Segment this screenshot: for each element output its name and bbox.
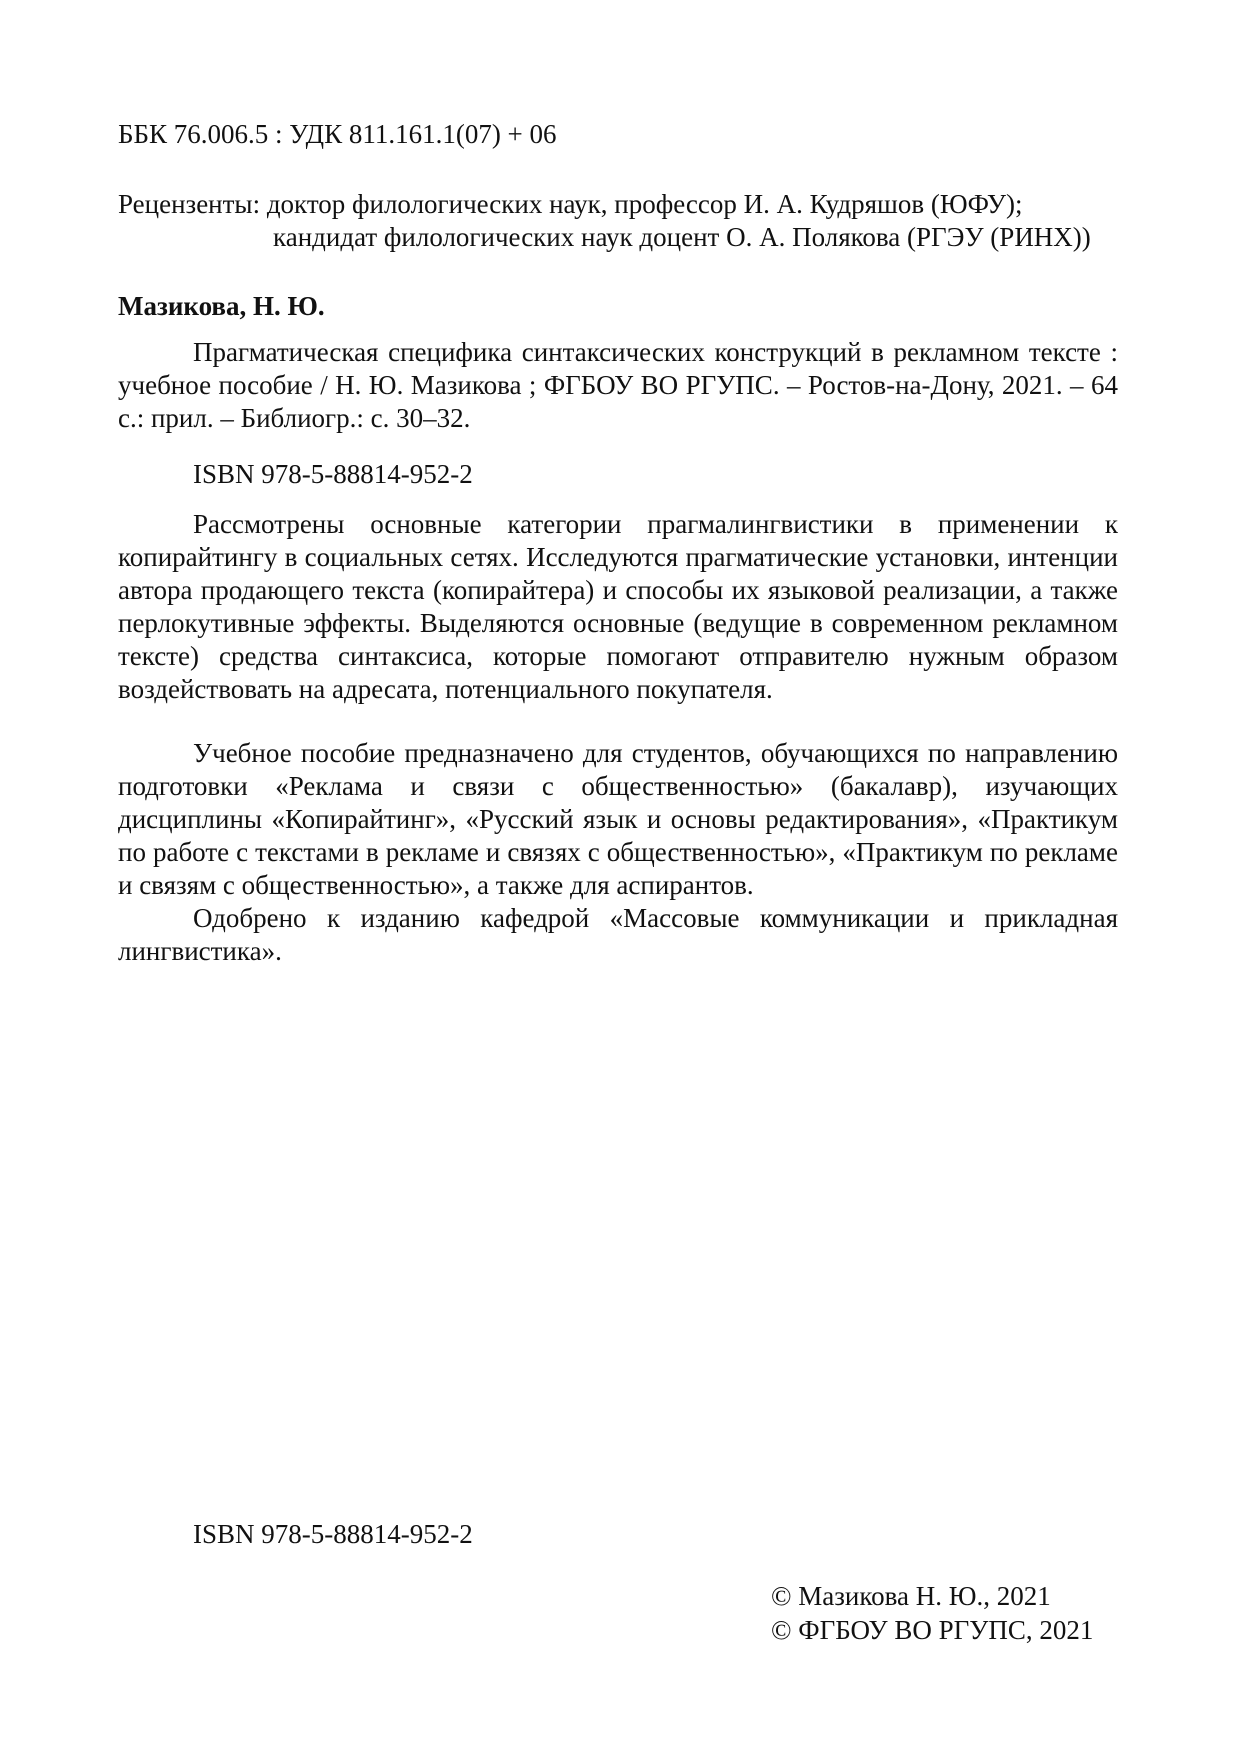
reviewers-line-2: кандидат филологических наук доцент О. А. Полякова (РГЭУ (РИНХ)): [273, 222, 1091, 252]
copyright-author: © Мазикова Н. Ю., 2021: [771, 1581, 1051, 1611]
approval-paragraph: Одобрено к изданию кафедрой «Массовые коммуникации и прикладная лингвистика».: [118, 903, 1118, 966]
reviewers-block: [118, 188, 1118, 254]
classification-codes: ББК 76.006.5 : УДК 811.161.1(07) + 06: [118, 119, 557, 149]
isbn-top: ISBN 978-5-88814-952-2: [193, 459, 473, 489]
reviewers-line-1: Рецензенты: доктор филологических наук, профессор И. А. Кудряшов (ЮФУ);: [118, 189, 1023, 219]
isbn-bottom: ISBN 978-5-88814-952-2: [193, 1519, 473, 1549]
bibliographic-description: Прагматическая специфика синтаксических конструкций в рекламном тексте : учебное пособие / Н. Ю. Мазикова ; ФГБОУ ВО РГУПС. – Ростов-на-Дону, 2021. – 64 с.: прил. – Библиогр.: с. 30–32.: [118, 337, 1118, 433]
abstract-paragraph: Рассмотрены основные категории прагмалингвистики в применении к копирайтингу в социальных сетях. Исследуются прагматические установки, интенции автора продающего текста (копирайтера) и способы их языковой реализации, а также перлокутивные эффекты. Выделяются основные (ведущие в современном рекламном тексте) средства синтаксиса, которые помогают отправителю нужным образом воздействовать на адресата, потенциального покупателя.: [118, 509, 1118, 704]
copyright-publisher: © ФГБОУ ВО РГУПС, 2021: [771, 1615, 1094, 1645]
purpose-paragraph: Учебное пособие предназначено для студентов, обучающихся по направлению подготовки «Реклама и связи с общественностью» (бакалавр), изучающих дисциплины «Копирайтинг», «Русский язык и основы редактирования», «Практикум по работе с текстами в рекламе и связях с общественностью», «Практикум по рекламе и связям с общественностью», а также для аспирантов.: [118, 738, 1118, 900]
author-heading: Мазикова, Н. Ю.: [118, 291, 325, 321]
